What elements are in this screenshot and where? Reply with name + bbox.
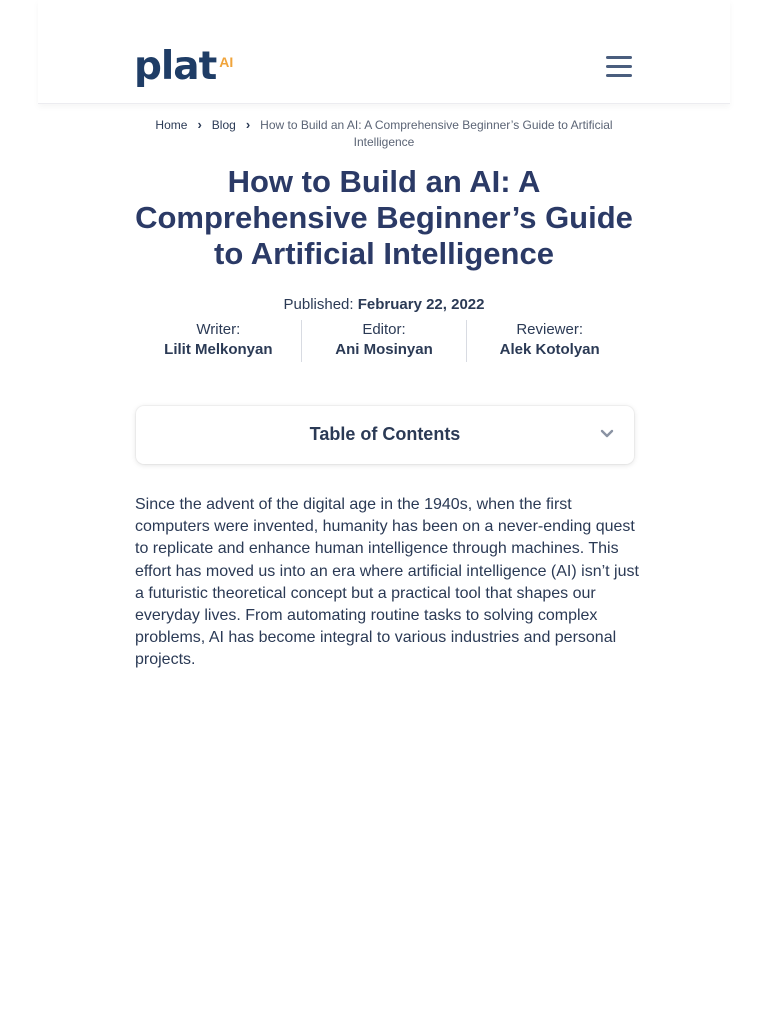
logo-wordmark: plat <box>134 44 217 89</box>
article-title: How to Build an AI: A Comprehensive Beginner’s Guide to Artificial Intelligence <box>135 164 633 271</box>
chevron-right-icon: › <box>197 117 202 132</box>
breadcrumb <box>136 116 632 151</box>
reviewer-name-link[interactable]: Alek Kotolyan <box>499 341 600 358</box>
editor-name-link[interactable]: Ani Mosinyan <box>335 341 433 358</box>
article-credits <box>136 320 632 362</box>
platai-logo[interactable] <box>134 44 234 90</box>
writer-name-link[interactable]: Lilit Melkonyan <box>164 341 273 358</box>
credit-writer <box>136 320 301 362</box>
logo-ai-superscript: AI <box>219 54 234 70</box>
credit-role: Reviewer: <box>516 321 584 338</box>
chevron-right-icon: › <box>245 117 251 132</box>
published-label: Published: <box>283 296 354 313</box>
credit-role: Writer: <box>196 321 241 338</box>
credit-reviewer <box>466 320 632 362</box>
breadcrumb-current: How to Build an AI: A Comprehensive Beginner’s Guide to Artificial Intelligence <box>260 118 613 149</box>
table-of-contents-toggle[interactable] <box>136 406 634 464</box>
article-intro-paragraph: Since the advent of the digital age in the 1940s, when the first computers were invented, humanity has been on a never-ending quest to replicate and enhance human intelligence through machines. This effort has moved us into an era where artificial intelligence (AI) isn’t just a futuristic theoretical concept but a practical tool that shapes our everyday lives. From automating routine tasks to solving complex problems, AI has become integral to various industries and personal projects. <box>135 496 639 669</box>
credit-editor <box>301 320 467 362</box>
breadcrumb-blog-link[interactable]: Blog <box>211 118 236 132</box>
hamburger-menu-icon[interactable] <box>606 56 634 82</box>
credit-role: Editor: <box>362 321 406 338</box>
chevron-down-icon <box>600 429 614 439</box>
toc-label: Table of Contents <box>309 424 461 444</box>
published-line <box>0 296 768 313</box>
site-header <box>38 0 730 104</box>
published-date: February 22, 2022 <box>357 296 485 313</box>
breadcrumb-home-link[interactable]: Home <box>155 118 188 132</box>
